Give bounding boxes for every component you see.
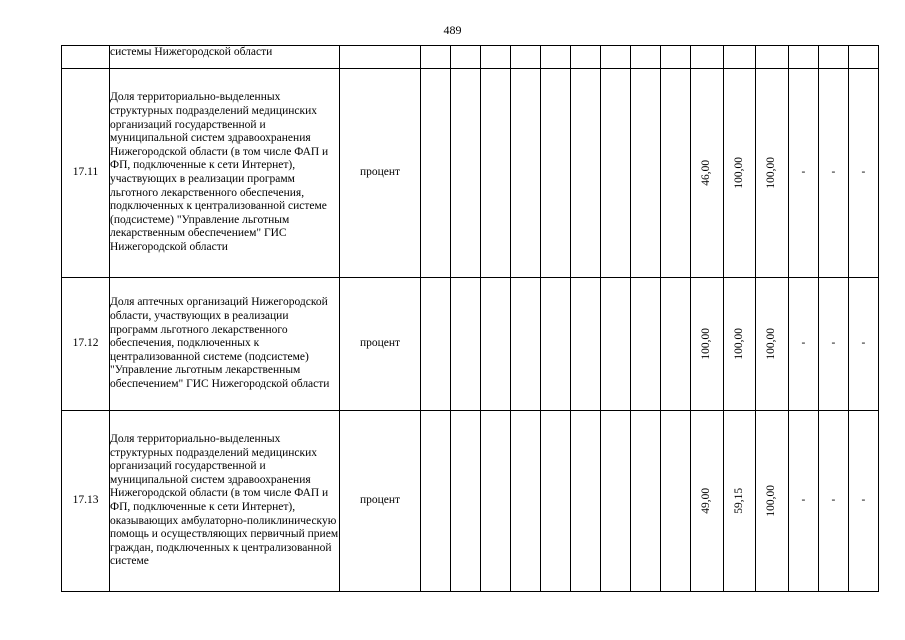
- value-3: 100,00: [765, 328, 778, 360]
- table-row: [62, 411, 879, 592]
- value-2: 100,00: [732, 328, 745, 360]
- value-cell: [691, 278, 724, 411]
- dash-2: -: [831, 337, 836, 350]
- dash-3: -: [861, 494, 866, 507]
- value-1: 46,00: [700, 160, 713, 186]
- dash-cell: [788, 69, 818, 278]
- table-row: [62, 278, 879, 411]
- value-3: 100,00: [765, 485, 778, 517]
- value-3: 100,00: [765, 157, 778, 189]
- table-row-continued: [62, 46, 879, 69]
- row-unit: процент: [340, 69, 421, 278]
- dash-cell: [818, 278, 848, 411]
- dash-cell: [848, 278, 878, 411]
- value-cell: [723, 69, 756, 278]
- dash-2: -: [831, 494, 836, 507]
- value-cell: [723, 278, 756, 411]
- value-2: 100,00: [732, 157, 745, 189]
- value-1: 49,00: [700, 488, 713, 514]
- dash-cell: [848, 411, 878, 592]
- value-1: 100,00: [700, 328, 713, 360]
- dash-cell: [818, 69, 848, 278]
- page-number: 489: [443, 23, 462, 37]
- dash-3: -: [861, 337, 866, 350]
- dash-1: -: [801, 337, 806, 350]
- row-unit: процент: [340, 278, 421, 411]
- table-row: [62, 69, 879, 278]
- dash-3: -: [861, 166, 866, 179]
- dash-cell: [788, 411, 818, 592]
- row-description: системы Нижегородской области: [110, 46, 340, 69]
- value-cell: [723, 411, 756, 592]
- value-2: 59,15: [732, 488, 745, 514]
- value-cell: [756, 278, 789, 411]
- row-unit: процент: [340, 411, 421, 592]
- row-number: 17.11: [62, 69, 110, 278]
- value-cell: [756, 411, 789, 592]
- dash-cell: [788, 278, 818, 411]
- row-description: Доля территориально-выделенных структурных подразделений медицинских организаций государственной и муниципальной систем здравоохранения Нижегородской области (в том числе ФАП и ФП, подключенные к сети Интернет), оказывающих амбулаторно-поликлиническую помощь и осуществляющих первичный прием граждан, подключенных к централизованной системе: [110, 411, 340, 592]
- value-cell: [691, 69, 724, 278]
- row-description: Доля аптечных организаций Нижегородской области, участвующих в реализации программ льготного лекарственного обеспечения, подключенных к централизованной системе (подсистеме) "Управление льготным лекарственным обеспечением" ГИС Нижегородской области: [110, 278, 340, 411]
- dash-1: -: [801, 166, 806, 179]
- row-description: Доля территориально-выделенных структурных подразделений медицинских организаций государственной и муниципальной систем здравоохранения Нижегородской области (в том числе ФАП и ФП, подключенные к сети Интернет), участвующих в реализации программ льготного лекарственного обеспечения, подключенных к централизованной системе (подсистеме) "Управление льготным лекарственным обеспечением" ГИС Нижегородской области: [110, 69, 340, 278]
- dash-2: -: [831, 166, 836, 179]
- value-cell: [691, 411, 724, 592]
- row-num-cell: [62, 46, 110, 69]
- value-cell: [756, 69, 789, 278]
- row-number: 17.13: [62, 411, 110, 592]
- dash-cell: [818, 411, 848, 592]
- indicators-table: [61, 45, 879, 592]
- dash-cell: [848, 69, 878, 278]
- row-number: 17.12: [62, 278, 110, 411]
- dash-1: -: [801, 494, 806, 507]
